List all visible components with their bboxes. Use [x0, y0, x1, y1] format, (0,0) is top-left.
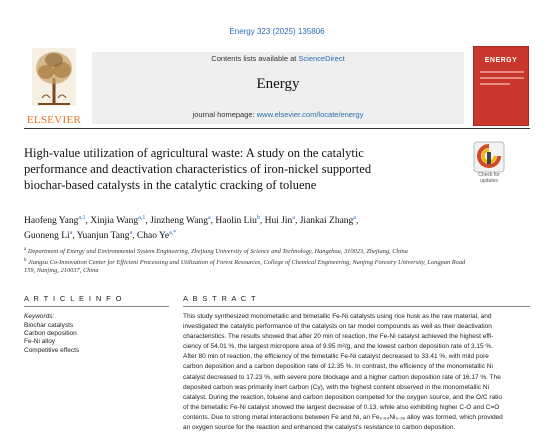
check-for-updates-label[interactable] [465, 172, 513, 184]
abstract-line: an oxygen source for the reaction and enhanced the catalyst's resistance to carbon deposition. [183, 424, 456, 432]
journal-citation[interactable]: Energy 323 (2025) 135806 [229, 27, 325, 36]
author-name[interactable]: Guoneng Li [24, 231, 70, 242]
author-affiliation-mark[interactable]: a [207, 215, 211, 221]
abstract-line: carbon deposition and a carbon deposition rate of 12.35 %. In contrast, the efficiency of the monometallic Ni [183, 363, 493, 371]
journal-header-box [92, 52, 464, 124]
affiliation-b-continued [24, 267, 530, 276]
author-affiliation-mark[interactable]: a,1 [138, 215, 146, 221]
author-affiliation-mark[interactable]: a,1 [78, 215, 86, 221]
article-info-divider [24, 306, 169, 307]
contents-prefix: Contents lists available at [211, 54, 299, 63]
elsevier-tree-icon [32, 48, 76, 106]
author-affiliation-mark[interactable]: a [353, 215, 356, 221]
author-name[interactable]: Jinzheng Wang [150, 216, 208, 227]
affiliation-text: 159, Nanjing, 210037, China [24, 267, 99, 275]
journal-name: Energy [256, 76, 300, 92]
keyword-item: Carbon deposition [24, 330, 77, 338]
check-updates-text: Check for [478, 172, 500, 178]
author-name[interactable]: Xinjia Wang [90, 216, 139, 227]
author-affiliation-mark[interactable]: b [256, 215, 260, 221]
author-name[interactable]: Haofeng Yang [24, 216, 79, 227]
homepage-line [92, 110, 464, 119]
cover-stripe [480, 77, 524, 79]
author-list-line-1: Haofeng Yang$^{a,1}$, Xinjia Wang$^{a,1}$, Jinzheng Wang$^a$, Haolin Liu$^b$, Hui Jin$^a$, Jiankai Zhang$^a$, [24, 215, 359, 227]
check-updates-text: updates [480, 178, 498, 184]
keywords-label: Keywords: [24, 313, 55, 320]
title-line: performance and deactivation characteristics of iron-nickel supported [24, 162, 372, 176]
abstract-line: of the bimetallic Fe-Ni catalyst showed the largest decrease of 0.13, while also exhibiting higher C-O and C=O [183, 403, 500, 411]
author-affiliation-mark[interactable]: a [292, 215, 295, 221]
author-affiliation-mark[interactable]: a,* [169, 230, 177, 236]
affiliations [24, 246, 530, 276]
journal-banner [24, 46, 530, 126]
abstract-line: catalyst. During the reaction, toluene and carbon deposition competed for the oxygen source, and the O/C ratio [183, 393, 503, 401]
check-for-updates-icon[interactable] [472, 140, 506, 174]
abstract-line: characteristics. The results showed that after 20 min of reaction, the Fe-Ni catalyst achieved the highest effi- [183, 333, 494, 341]
title-line: biochar-based catalysts in the catalytic cracking of toluene [24, 178, 317, 192]
abstract-line: investigated the catalytic performance of the catalysts on tar model compounds as well as their deactivation [183, 323, 492, 331]
affiliation-text: Department of Energy and Environmental System Engineering, Zhejiang University of Science and Technology, Hangzhou, 310023, Zhejiang, China [27, 248, 408, 256]
author-name[interactable]: Jiankai Zhang [299, 216, 354, 227]
affiliation-a [24, 246, 530, 257]
affiliation-mark: a [24, 247, 27, 252]
keyword-item: Competitive effects [24, 346, 80, 354]
author-name[interactable]: Chao Ye [136, 231, 170, 242]
author-affiliation-mark[interactable]: a [69, 230, 73, 236]
article-info-heading: A R T I C L E I N F O [24, 294, 123, 303]
abstract-heading: A B S T R A C T [183, 294, 257, 303]
abstract-line: This study synthesized monometallic and bimetallic Fe-Ni catalysts using rice husk as the raw material, and [183, 313, 492, 320]
title-line: High-value utilization of agricultural waste: A study on the catalytic [24, 146, 364, 160]
affiliation-b [24, 257, 530, 268]
sciencedirect-link[interactable]: ScienceDirect [298, 54, 345, 63]
cover-stripe [480, 83, 510, 85]
author-name[interactable]: Hui Jin [264, 216, 293, 227]
journal-homepage-link[interactable]: www.elsevier.com/locate/energy [256, 110, 364, 119]
article-title [24, 145, 454, 193]
abstract-divider [183, 306, 530, 307]
abstract-line: After 80 min of reaction, the efficiency of the bimetallic Fe-Ni catalyst decreased to 33.41 %, with mild pore [183, 353, 489, 361]
elsevier-logo[interactable] [24, 46, 84, 126]
keyword-item: Fe-Ni alloy [24, 338, 56, 346]
author-name[interactable]: Haolin Liu [215, 216, 257, 227]
abstract-line: deposited carbon was primarily inert carbon (Cγ), with the highest content observed in the monometallic Ni [183, 383, 490, 391]
header-divider [24, 128, 530, 129]
abstract-line: ciency of 54.01 %, the largest micropore area of 9.95 m²/g, and the lowest carbon deposition rate of 3.15 %. [183, 343, 494, 351]
contents-line [92, 54, 464, 63]
cover-title: ENERGY [484, 57, 518, 64]
homepage-prefix: journal homepage: [192, 110, 257, 119]
keywords-list [24, 322, 79, 355]
abstract-body [183, 312, 535, 433]
affiliation-mark: b [24, 257, 27, 263]
affiliation-text: Jiangsu Co-Innovation Center for Efficient Processing and Utilization of Forest Resources, College of Chemical Engineering, Nanjing Forestry University, Longpan Road [28, 258, 466, 266]
cover-stripe [480, 71, 524, 73]
keyword-item: Biochar catalysts [24, 322, 74, 329]
author-name[interactable]: Yuanjun Tang [76, 231, 130, 242]
elsevier-logo-text: ELSEVIER [26, 114, 82, 126]
abstract-line: contents. Due to strong metal interactions between Fe and Ni, an Fe₀.₆₄Ni₀.₃₆ alloy was formed, which provided [183, 413, 503, 421]
author-affiliation-mark[interactable]: a [129, 230, 133, 236]
abstract-line: catalyst decreased to 17.23 %, with severe pore blockage and a higher carbon deposition rate of 16.17 %. The [183, 373, 501, 381]
author-list-line-2: Guoneng Li$^a$, Yuanjun Tang$^a$, Chao $Ye^{a,*}$ [24, 230, 177, 242]
journal-cover-thumbnail[interactable] [473, 46, 529, 126]
